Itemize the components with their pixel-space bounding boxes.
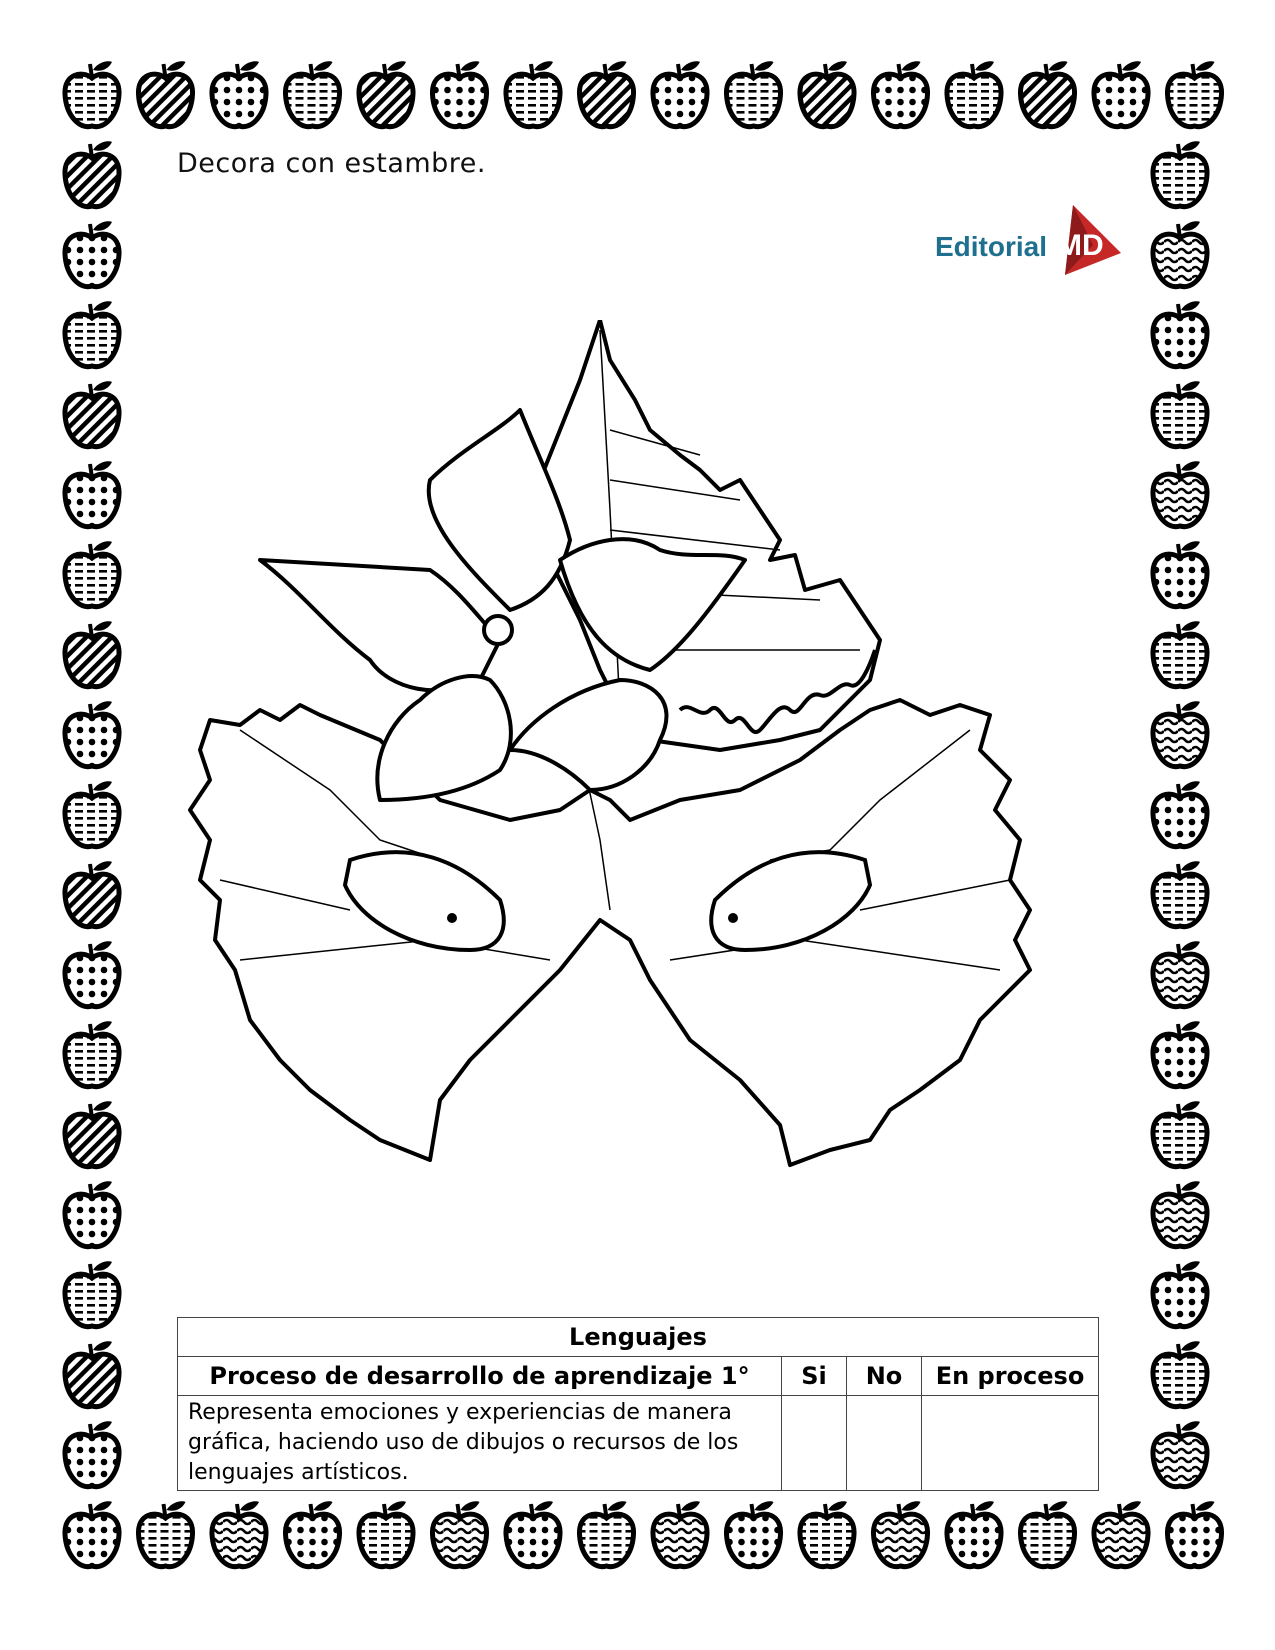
apple-icon — [947, 1501, 1001, 1566]
apple-icon — [1153, 381, 1207, 446]
apple-icon — [1153, 541, 1207, 606]
apple-icon — [65, 701, 119, 766]
cell-en-proceso[interactable] — [922, 1396, 1099, 1491]
apple-icon — [65, 1261, 119, 1326]
apple-icon — [873, 1501, 927, 1566]
apple-icon — [65, 621, 119, 686]
apple-icon — [1153, 221, 1207, 286]
header-si: Si — [782, 1357, 847, 1396]
logo-text: Editorial — [935, 231, 1048, 262]
apple-icon — [1153, 861, 1207, 926]
apple-icon — [1153, 701, 1207, 766]
apple-icon — [65, 1341, 119, 1406]
apple-icon — [138, 1501, 192, 1566]
apple-icon — [1094, 61, 1148, 126]
apple-icon — [800, 61, 854, 126]
logo-mark: MD — [1057, 229, 1104, 262]
apple-icon — [1153, 1261, 1207, 1326]
apple-icon — [65, 1181, 119, 1246]
apple-icon — [65, 301, 119, 366]
header-no: No — [847, 1357, 922, 1396]
apple-icon — [432, 61, 486, 126]
apple-icon — [579, 61, 633, 126]
apple-icon — [65, 781, 119, 846]
apple-icon — [65, 541, 119, 606]
apple-icon — [1020, 61, 1074, 126]
apple-icon — [947, 61, 1001, 126]
apple-icon — [579, 1501, 633, 1566]
apple-icon — [65, 941, 119, 1006]
apple-icon — [1167, 61, 1221, 126]
apple-icon — [726, 61, 780, 126]
apple-icon — [1153, 621, 1207, 686]
editorial-logo — [935, 205, 1125, 285]
header-en-proceso: En proceso — [922, 1357, 1099, 1396]
apple-icon — [1153, 461, 1207, 526]
apple-icon — [653, 61, 707, 126]
apple-icon — [506, 61, 560, 126]
apple-icon — [1153, 1421, 1207, 1486]
apple-icon — [65, 1021, 119, 1086]
apple-icon — [285, 61, 339, 126]
apple-icon — [873, 61, 927, 126]
evaluation-table — [177, 1317, 1099, 1491]
apple-icon — [65, 1421, 119, 1486]
apple-icon — [800, 1501, 854, 1566]
apple-icon — [506, 1501, 560, 1566]
apple-icon — [65, 221, 119, 286]
apple-icon — [138, 61, 192, 126]
apple-icon — [1153, 1021, 1207, 1086]
apple-icon — [432, 1501, 486, 1566]
apple-icon — [1094, 1501, 1148, 1566]
apple-icon — [1153, 141, 1207, 206]
cell-si[interactable] — [782, 1396, 847, 1491]
apple-icon — [65, 61, 119, 126]
apple-icon — [1153, 1101, 1207, 1166]
apple-icon — [65, 461, 119, 526]
apple-icon — [65, 141, 119, 206]
apple-icon — [1167, 1501, 1221, 1566]
apple-icon — [285, 1501, 339, 1566]
table-title: Lenguajes — [178, 1318, 1099, 1357]
cell-no[interactable] — [847, 1396, 922, 1491]
instruction-text: Decora con estambre. — [177, 148, 487, 179]
apple-icon — [1153, 781, 1207, 846]
header-process: Proceso de desarrollo de aprendizaje 1° — [178, 1357, 782, 1396]
apple-icon — [212, 1501, 266, 1566]
apple-icon — [359, 61, 413, 126]
apple-icon — [1153, 1181, 1207, 1246]
apple-icon — [1020, 1501, 1074, 1566]
criterion-text: Representa emociones y experiencias de manera gráfica, haciendo uso de dibujos o recursos de los lenguajes artísticos. — [178, 1396, 782, 1491]
apple-icon — [1153, 301, 1207, 366]
apple-icon — [653, 1501, 707, 1566]
apple-icon — [65, 1501, 119, 1566]
apple-icon — [212, 61, 266, 126]
leaf-mask-illustration — [180, 320, 1080, 1240]
apple-icon — [1153, 1341, 1207, 1406]
apple-icon — [65, 1101, 119, 1166]
apple-icon — [65, 381, 119, 446]
apple-icon — [359, 1501, 413, 1566]
apple-icon — [1153, 941, 1207, 1006]
apple-icon — [726, 1501, 780, 1566]
apple-icon — [65, 861, 119, 926]
